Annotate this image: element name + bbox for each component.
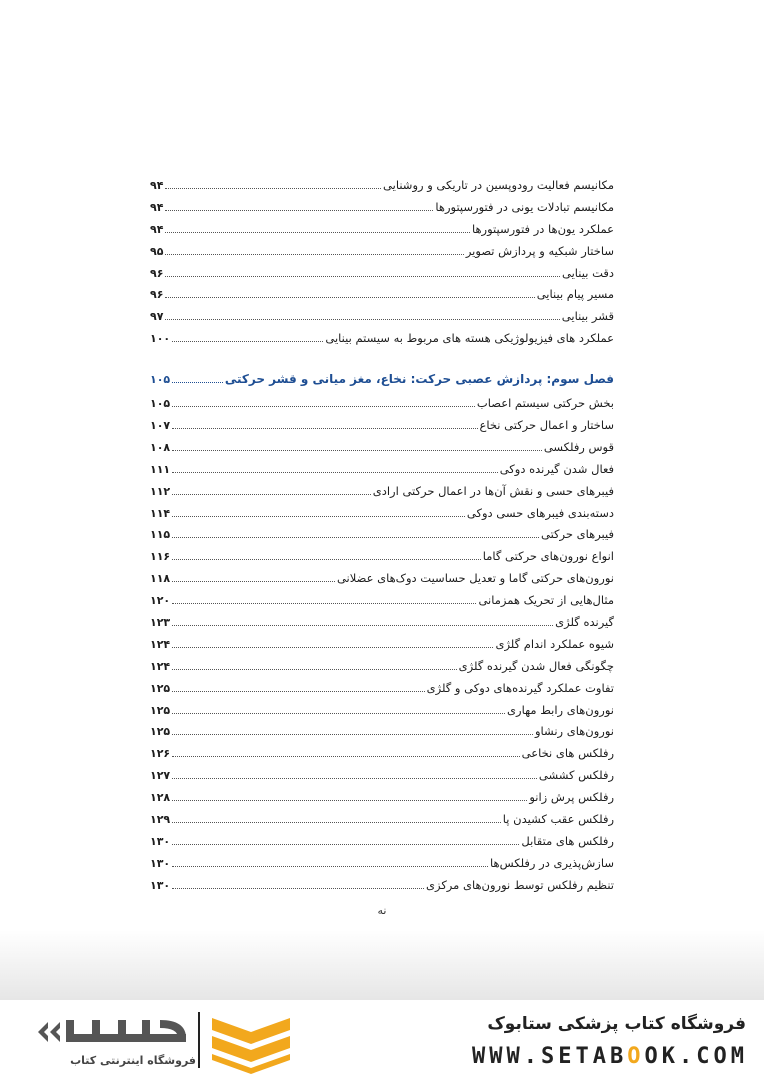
leader-dots	[172, 691, 424, 692]
logo-divider	[198, 1012, 200, 1068]
toc-entry	[150, 527, 614, 549]
toc-entry-page-number: ۱۲۴	[150, 637, 171, 651]
toc-entry-page-number: ۱۲۳	[150, 616, 171, 630]
toc-entry-page-number: ۹۴	[150, 179, 164, 192]
toc-entry-page-number: ۱۳۰	[150, 878, 171, 892]
leader-dots	[172, 713, 505, 714]
leader-dots	[165, 232, 470, 233]
toc-entry-page-number: ۱۱۸	[150, 572, 171, 586]
toc-entry-page-number: ۱۲۵	[150, 703, 171, 717]
toc-entry-title: ساختار شبکیه و پردازش تصویر	[465, 243, 614, 258]
leader-dots	[172, 866, 488, 867]
book-stack-logo-icon	[206, 1008, 296, 1074]
toc-entry	[150, 834, 614, 856]
leader-dots	[172, 822, 501, 823]
toc-entry-page-number: ۱۲۵	[150, 681, 171, 695]
toc-entry-page-number: ۹۷	[150, 310, 164, 324]
toc-entry-title: تفاوت عملکرد گیرنده‌های دوکی و گلژی	[426, 680, 614, 695]
leader-dots	[165, 297, 534, 298]
toc-entry-title: سازش‌پذیری در رفلکس‌ها	[490, 855, 614, 870]
toc-entry-page-number: ۱۰۵	[150, 397, 171, 411]
leader-dots	[172, 516, 465, 517]
toc-entry-page-number: ۱۲۰	[150, 594, 171, 608]
toc-entry-page-number: ۱۱۵	[150, 528, 171, 542]
toc-entry-title: قشر بینایی	[561, 309, 614, 324]
page-folio: نه	[377, 904, 387, 917]
toc-entry-title: نورون‌های رابط مهاری	[507, 702, 614, 717]
store-url[interactable]	[472, 1044, 748, 1069]
chapter-title: فصل سوم: پردازش عصبی حرکت: نخاع، مغز میانی و قشر حرکتی	[224, 372, 614, 387]
toc-entry	[150, 287, 614, 309]
toc-entry	[150, 768, 614, 790]
toc-entry-title: عملکرد یون‌ها در فتورسپتورها	[471, 221, 614, 236]
leader-dots	[172, 778, 537, 779]
toc-entry	[150, 812, 614, 834]
leader-dots	[172, 844, 519, 845]
toc-entry-title: مسیر پیام بینایی	[536, 287, 614, 302]
toc-entry-title: نورون‌های رنشاو	[535, 724, 614, 739]
toc-group-motor	[150, 396, 614, 899]
toc-entry-title: مثال‌هایی از تحریک همزمانی	[478, 593, 614, 608]
leader-dots	[172, 406, 475, 407]
toc-entry-page-number: ۹۶	[150, 266, 164, 280]
toc-group-vision	[150, 178, 614, 353]
toc-entry	[150, 878, 614, 900]
chapter-page-number: ۱۰۵	[150, 373, 171, 387]
toc-entry-title: رفلکس های نخاعی	[521, 746, 614, 761]
toc-entry-title: فعال شدن گیرنده دوکی	[499, 461, 614, 476]
toc-entry-title: مکانیسم فعالیت رودوپسین در تاریکی و روشنایی	[383, 178, 614, 192]
toc-entry-title: رفلکس عقب کشیدن پا	[502, 812, 614, 827]
toc-entry	[150, 703, 614, 725]
toc-entry	[150, 681, 614, 703]
leader-dots	[172, 494, 371, 495]
toc-entry	[150, 200, 614, 222]
toc-entry-page-number: ۱۲۵	[150, 725, 171, 739]
toc-entry	[150, 856, 614, 878]
toc-entry-title: رفلکس پرش زانو	[529, 790, 614, 805]
toc-entry-title: قوس رفلکسی	[543, 439, 614, 454]
toc-entry-title: دقت بینایی	[562, 265, 614, 280]
leader-dots	[165, 319, 559, 320]
url-prefix: WWW.SETAB	[472, 1044, 628, 1069]
toc-entry	[150, 571, 614, 593]
leader-dots	[172, 428, 477, 429]
toc-entry-title: تنظیم رفلکس توسط نورون‌های مرکزی	[425, 877, 614, 892]
toc-entry-title: انواع نورون‌های حرکتی گاما	[482, 549, 614, 564]
leader-dots	[165, 276, 560, 277]
url-suffix: OK.COM	[644, 1044, 748, 1069]
leader-dots	[172, 559, 481, 560]
toc-entry	[150, 222, 614, 244]
toc-entry-title: چگونگی فعال شدن گیرنده گلژی	[458, 658, 614, 673]
leader-dots	[172, 472, 498, 473]
toc-entry-title: شیوه عملکرد اندام گلژی	[495, 636, 614, 651]
table-of-contents	[150, 178, 614, 900]
toc-entry-title: رفلکس های متقابل	[521, 833, 614, 848]
leader-dots	[165, 210, 433, 211]
toc-entry-title: نورون‌های حرکتی گاما و تعدیل حساسیت دوک‌های عضلانی	[336, 571, 614, 586]
toc-entry-title: رفلکس کششی	[538, 768, 614, 783]
page-shadow	[0, 930, 764, 1000]
toc-entry	[150, 331, 614, 353]
toc-entry-title: عملکرد های فیزیولوژیکی هسته های مربوط به سیستم بینایی	[325, 331, 614, 346]
toc-entry-page-number: ۹۴	[150, 222, 164, 236]
toc-entry-page-number: ۹۶	[150, 288, 164, 302]
toc-entry-page-number: ۱۲۷	[150, 769, 171, 783]
store-banner	[0, 1000, 764, 1080]
leader-dots	[172, 603, 476, 604]
url-highlight: O	[627, 1044, 645, 1069]
brand-wordmark	[30, 1012, 196, 1052]
toc-entry	[150, 746, 614, 768]
leader-dots	[165, 188, 381, 189]
toc-entry	[150, 790, 614, 812]
toc-entry-page-number: ۱۲۹	[150, 813, 171, 827]
toc-entry-title: دسته‌بندی فیبرهای حسی دوکی	[466, 505, 614, 520]
leader-dots	[172, 800, 527, 801]
toc-entry	[150, 418, 614, 440]
leader-dots	[172, 669, 456, 670]
toc-entry-page-number: ۱۳۰	[150, 834, 171, 848]
leader-dots	[165, 254, 463, 255]
toc-entry	[150, 637, 614, 659]
leader-dots	[172, 581, 335, 582]
toc-entry-page-number: ۹۴	[150, 200, 164, 214]
leader-dots	[172, 625, 553, 626]
toc-entry-page-number: ۱۲۸	[150, 791, 171, 805]
leader-dots	[172, 341, 323, 342]
toc-entry	[150, 244, 614, 266]
toc-entry-page-number: ۱۱۲	[150, 484, 171, 498]
toc-entry	[150, 396, 614, 418]
toc-entry-page-number: ۱۱۶	[150, 550, 171, 564]
brand-tagline: فروشگاه اینترنتی کتاب	[70, 1054, 196, 1067]
toc-entry	[150, 615, 614, 637]
toc-entry-page-number: ۱۱۱	[150, 462, 171, 476]
toc-entry	[150, 309, 614, 331]
toc-entry-page-number: ۱۰۰	[150, 332, 171, 346]
toc-entry	[150, 484, 614, 506]
toc-entry	[150, 178, 614, 200]
toc-entry-page-number: ۱۱۴	[150, 506, 171, 520]
toc-entry	[150, 462, 614, 484]
toc-entry	[150, 506, 614, 528]
toc-entry	[150, 549, 614, 571]
toc-entry	[150, 724, 614, 746]
toc-entry-title: فیبرهای حسی و نقش آن‌ها در اعمال حرکتی ارادی	[372, 483, 614, 498]
leader-dots	[172, 450, 542, 451]
toc-entry-title: فیبرهای حرکتی	[541, 527, 614, 542]
toc-entry-title: ساختار و اعمال حرکتی نخاع	[479, 418, 614, 433]
toc-entry-page-number: ۱۰۷	[150, 419, 171, 433]
leader-dots	[172, 734, 533, 735]
leader-dots	[172, 537, 539, 538]
leader-dots	[172, 756, 520, 757]
leader-dots	[172, 647, 493, 648]
toc-entry-page-number: ۱۳۰	[150, 856, 171, 870]
toc-entry	[150, 440, 614, 462]
toc-entry-page-number: ۱۲۴	[150, 659, 171, 673]
leader-dots	[172, 888, 424, 889]
leader-dots	[172, 382, 223, 383]
toc-entry-title: گیرنده گلژی	[555, 615, 614, 630]
toc-entry	[150, 659, 614, 681]
toc-entry-title: بخش حرکتی سیستم اعصاب	[476, 396, 614, 411]
toc-entry-page-number: ۱۲۶	[150, 747, 171, 761]
chapter-heading	[150, 372, 614, 396]
toc-entry	[150, 593, 614, 615]
toc-entry-page-number: ۹۵	[150, 244, 164, 258]
toc-entry-page-number: ۱۰۸	[150, 440, 171, 454]
store-name: فروشگاه کتاب پزشکی ستابوک	[487, 1014, 746, 1034]
toc-entry-title: مکانیسم تبادلات یونی در فتورسپتورها	[435, 199, 614, 214]
toc-entry	[150, 266, 614, 288]
